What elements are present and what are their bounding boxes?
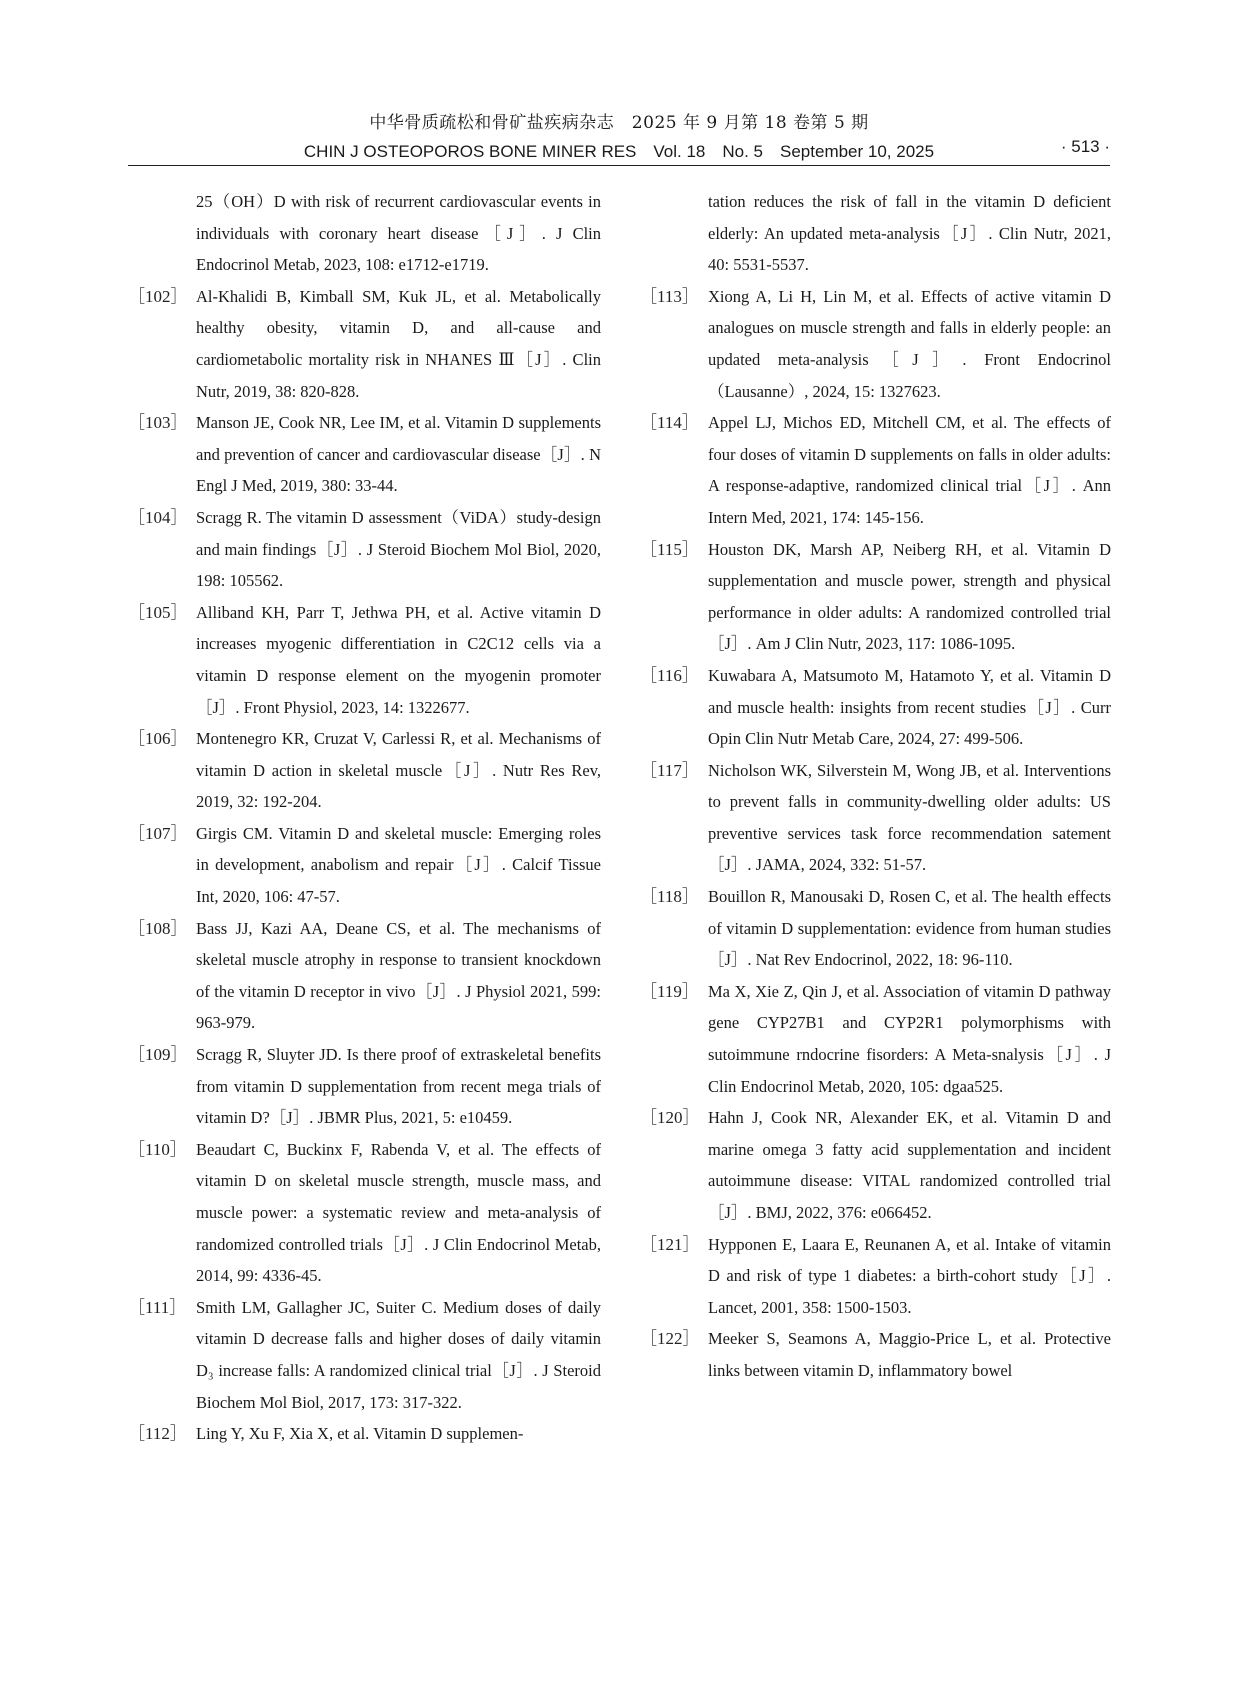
- reference-number: ［114］: [640, 413, 699, 433]
- journal-title-en: CHIN J OSTEOPOROS BONE MINER RES Vol. 18 No. 5 September 10, 2025: [303, 142, 935, 161]
- reference-text: Bass JJ, Kazi AA, Deane CS, et al. The mechanisms of skeletal muscle atrophy in response to transient knockdown of the vitamin D receptor in vivo［J］. J Physiol 2021, 599: 963-979.: [196, 918, 601, 1033]
- reference-number: ［117］: [640, 760, 699, 780]
- reference-text: Scragg R. The vitamin D assessment（ViDA）study-design and main findings［J］. J Steroid Biochem Mol Biol, 2020, 198: 105562.: [196, 507, 601, 591]
- reference-text: Hahn J, Cook NR, Alexander EK, et al. Vitamin D and marine omega 3 fatty acid supplementation and incident autoimmune disease: VITAL randomized controlled trial［J］. BMJ, 2022, 376: e066452.: [708, 1108, 1111, 1222]
- reference-item: [128, 1134, 601, 1292]
- reference-item: [128, 723, 601, 818]
- reference-number: ［108］: [128, 918, 188, 938]
- reference-text: Houston DK, Marsh AP, Neiberg RH, et al. Vitamin D supplementation and muscle power, strength and physical performance in older adults: A randomized controlled trial［J］. Am J Clin Nutr, 2023, 117: 1086-1095.: [708, 539, 1111, 654]
- reference-number: ［115］: [640, 539, 699, 559]
- right-column: [640, 186, 1111, 1387]
- reference-item: [640, 281, 1111, 407]
- reference-text: Ma X, Xie Z, Qin J, et al. Association of vitamin D pathway gene CYP27B1 and CYP2R1 polymorphisms with sutoimmune rndocrine fisorders: A Meta-snalysis［J］. J Clin Endocrinol Metab, 2020, 105: dgaa525.: [708, 981, 1111, 1096]
- reference-number: ［122］: [640, 1329, 700, 1349]
- reference-number: ［121］: [640, 1234, 700, 1254]
- reference-text: Manson JE, Cook NR, Lee IM, et al. Vitamin D supplements and prevention of cancer and cardiovascular disease［J］. N Engl J Med, 2019, 380: 33-44.: [196, 413, 601, 496]
- reference-item: [640, 1323, 1111, 1386]
- reference-number: ［106］: [128, 729, 188, 749]
- reference-text: Alliband KH, Parr T, Jethwa PH, et al. Active vitamin D increases myogenic differentiation in C2C12 cells via a vitamin D response element on the myogenin promoter［J］. Front Physiol, 2023, 14: 1322677.: [196, 602, 601, 717]
- reference-text: tation reduces the risk of fall in the vitamin D deficient elderly: An updated meta-analysis［J］. Clin Nutr, 2021, 40: 5531-5537.: [708, 192, 1111, 275]
- header-rule: [128, 165, 1110, 166]
- reference-continuation: [640, 186, 1111, 281]
- reference-item: [128, 1039, 601, 1134]
- reference-text: Beaudart C, Buckinx F, Rabenda V, et al. The effects of vitamin D on skeletal muscle strength, muscle mass, and muscle power: a systematic review and meta-analysis of randomized controlled trials［J］. J Clin Endocrinol Metab, 2014, 99: 4336-45.: [196, 1139, 601, 1286]
- reference-item: [128, 1292, 601, 1418]
- reference-text: Meeker S, Seamons A, Maggio-Price L, et al. Protective links between vitamin D, inflammatory bowel: [708, 1329, 1111, 1380]
- reference-item: [128, 407, 601, 502]
- reference-number: ［120］: [640, 1108, 700, 1128]
- reference-item: [128, 818, 601, 913]
- reference-item: [640, 1229, 1111, 1324]
- reference-number: ［110］: [128, 1139, 187, 1159]
- reference-item: [128, 597, 601, 723]
- reference-text: 25（OH）D with risk of recurrent cardiovascular events in individuals with coronary heart disease［J］. J Clin Endocrinol Metab, 2023, 108: e1712-e1719.: [196, 192, 601, 275]
- reference-text: Girgis CM. Vitamin D and skeletal muscle: Emerging roles in development, anabolism and repair［J］. Calcif Tissue Int, 2020, 106: 47-57.: [196, 823, 601, 907]
- reference-item: [640, 407, 1111, 533]
- reference-number: ［105］: [128, 602, 188, 622]
- reference-list: [128, 281, 601, 1450]
- reference-item: [128, 1418, 601, 1450]
- reference-text: Montenegro KR, Cruzat V, Carlessi R, et al. Mechanisms of vitamin D action in skeletal muscle［J］. Nutr Res Rev, 2019, 32: 192-204.: [196, 729, 601, 812]
- reference-item: [640, 534, 1111, 660]
- reference-item: [128, 281, 601, 407]
- reference-number: ［103］: [128, 413, 188, 433]
- reference-item: [640, 755, 1111, 881]
- reference-text: Ling Y, Xu F, Xia X, et al. Vitamin D supplemen-: [196, 1424, 524, 1444]
- reference-number: ［118］: [640, 887, 699, 907]
- reference-item: [640, 976, 1111, 1102]
- reference-item: [640, 1102, 1111, 1228]
- page-number: · 513 ·: [1060, 137, 1110, 156]
- reference-text: Kuwabara A, Matsumoto M, Hatamoto Y, et al. Vitamin D and muscle health: insights from recent studies［J］. Curr Opin Clin Nutr Metab Care, 2024, 27: 499-506.: [708, 665, 1111, 749]
- reference-text: Al-Khalidi B, Kimball SM, Kuk JL, et al. Metabolically healthy obesity, vitamin D, and all-cause and cardiometabolic mortality risk in NHANES Ⅲ［J］. Clin Nutr, 2019, 38: 820-828.: [196, 286, 601, 401]
- reference-item: [640, 660, 1111, 755]
- reference-number: ［109］: [128, 1045, 188, 1065]
- journal-title-cn: 中华骨质疏松和骨矿盐疾病杂志 2025 年 9 月第 18 卷第 5 期: [369, 113, 869, 133]
- reference-text: Hypponen E, Laara E, Reunanen A, et al. Intake of vitamin D and risk of type 1 diabetes: a birth-cohort study［J］. Lancet, 2001, 358: 1500-1503.: [708, 1234, 1111, 1317]
- reference-continuation: [128, 186, 601, 281]
- reference-text: Appel LJ, Michos ED, Mitchell CM, et al. The effects of four doses of vitamin D supplements on falls in older adults: A response-adaptive, randomized clinical trial［J］. Ann Intern Med, 2021, 174: 145-156.: [708, 413, 1111, 527]
- reference-text: Bouillon R, Manousaki D, Rosen C, et al. The health effects of vitamin D supplementation: evidence from human studies［J］. Nat Rev Endocrinol, 2022, 18: 96-110.: [708, 887, 1111, 970]
- reference-text: Xiong A, Li H, Lin M, et al. Effects of active vitamin D analogues on muscle strength and falls in elderly people: an updated meta-analysis［J］. Front Endocrinol（Lausanne）, 2024, 15: 1327623.: [708, 286, 1111, 401]
- reference-item: [128, 913, 601, 1039]
- reference-list: [640, 281, 1111, 1387]
- reference-number: ［116］: [640, 665, 699, 685]
- reference-number: ［111］: [128, 1297, 187, 1317]
- left-column: [128, 186, 601, 1450]
- reference-text: Scragg R, Sluyter JD. Is there proof of extraskeletal benefits from vitamin D supplementation from recent mega trials of vitamin D?［J］. JBMR Plus, 2021, 5: e10459.: [196, 1045, 601, 1128]
- reference-number: ［113］: [640, 286, 699, 306]
- reference-number: ［112］: [128, 1424, 187, 1444]
- reference-number: ［119］: [640, 981, 699, 1001]
- reference-item: [128, 502, 601, 597]
- reference-number: ［102］: [128, 286, 188, 306]
- reference-number: ［107］: [128, 823, 188, 843]
- reference-number: ［104］: [128, 507, 188, 527]
- reference-text: Smith LM, Gallagher JC, Suiter C. Medium doses of daily vitamin D decrease falls and higher doses of daily vitamin D₃ increase falls: A randomized clinical trial［J］. J Steroid Biochem Mol Biol, 2017, 173: 317-322.: [196, 1297, 601, 1412]
- reference-item: [640, 881, 1111, 976]
- reference-text: Nicholson WK, Silverstein M, Wong JB, et al. Interventions to prevent falls in community-dwelling older adults: US preventive services task force recommendation satement［J］. JAMA, 2024, 332: 51-57.: [708, 760, 1111, 875]
